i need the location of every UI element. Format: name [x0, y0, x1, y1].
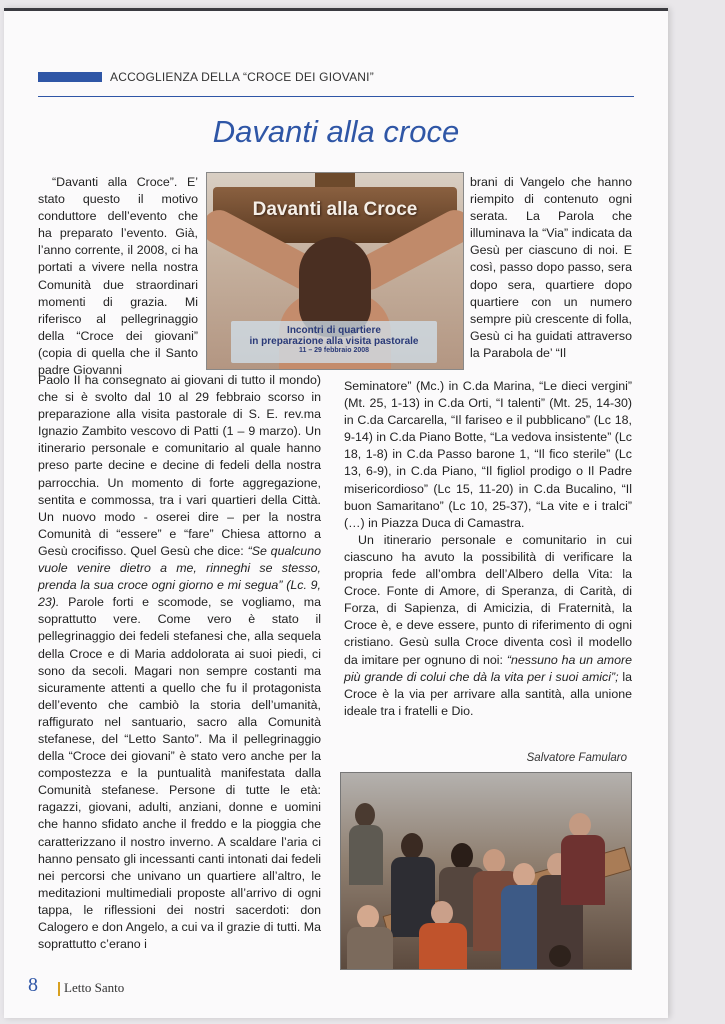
poster-image: [206, 172, 464, 370]
section-header: ACCOGLIENZA DELLA “CROCE DEI GIOVANI”: [110, 70, 374, 84]
article-column-right-main: [344, 378, 632, 720]
person-head: [401, 833, 423, 859]
author-signature: Salvatore Famularo: [526, 752, 627, 764]
person-head: [549, 945, 571, 967]
poster-line-2: in preparazione alla visita pastorale: [249, 336, 419, 347]
text-run: Parole forti e scomode, se vogliamo, ma soprattutto vere. Come vero è stato il pellegrinaggio dei fedeli stefanesi che, alla sequela della Croce e di Maria addolorata ai suoi piedi, ci sono da secoli. Magari non sempre costanti ma sicuramente attenti a quello che fu il protagonista dell’evento che cambiò la storia dell’umanità, raffigurato nel santuario, sacro alla Comunità stefanese, del “Letto Santo”. Ma il pellegrinaggio della “Croce dei giovani” è stato vero anche per la compostezza e la puntualità manifestata dalla Comunità stefanese. Persone di tutte le età: ragazzi, giovani, adulti, anziani, donne e uomini che hanno sfidato anche il freddo e la pioggia che caratterizzano il nostro inverno. A scaldare l’aria ci hanno pensato gli incessanti canti intonati dai fedeli nei percorsi che univano un quartiere all’altro, le meditazioni multimediali proposte all’arrivo di ogni tappa, le riflessioni dei nostri sacerdoti: don Calogero e don Angelo, a cui va il grazie di tutti. Ma soprattutto c’erano i: [38, 595, 321, 952]
section-header-bar: [38, 72, 102, 82]
paragraph-continued: Seminatore” (Mc.) in C.da Marina, “Le dieci vergini” (Mt. 25, 1-13) in C.da Orti, “I talenti” (Mt. 25, 14-30) in C.da Carcarella, “Il fariseo e il pubblicano” (Lc 18, 9-14) in C.da Piano Botte, “La vedova insistente” (Lc 18, 1-8) in C.da Passo barone 1, “Il fico sterile” (Lc 13, 6-9), in C.da Piano, “Il figliol prodigo o Il Padre misericordioso” (Lc 15, 11-20) in C.da Bucalino, “Il buon Samaritano” (Lc 10, 25-37), “La vite e i tralci” (…) in Piazza Duca di Camastra.: [344, 379, 632, 530]
header-rule: [38, 96, 634, 97]
paragraph: brani di Vangelo che hanno riempito di contenuto ogni serata. La Parola che illuminava la “Via” indicata da Gesù per ciascuno di noi. E così, passo dopo passo, sera dopo sera, quartiere dopo quartiere con un numero sempre più crescente di folla, Gesù ci ha guidati attraverso la Parabola de’ “Il: [470, 175, 632, 360]
poster-line-3: 11 – 29 febbraio 2008: [298, 347, 370, 354]
person-head: [569, 813, 591, 837]
person-head: [355, 803, 375, 827]
gospel-quote: “nessuno ha un amore più grande di colui che dà la vita per i suoi amici”;: [344, 652, 632, 684]
text-run: Paolo II ha consegnato ai giovani di tutto il mondo) che si è svolto dal 10 al 29 febbraio scorso in preparazione alla visita pastorale di S. E. rev.ma Ignazio Zambito vescovo di Patti (1 – 9 marzo). Un itinerario personale e comunitario al quale hanno preso parte decine e decine di fedeli della nostra parrocchia. Un momento di forte aggregazione, sentita e commossa, tra i vari quartieri della Città. Un nuovo modo - oserei dire – per la nostra Comunità di “essere” e “fare” Chiesa attorno a Gesù crocifisso. Quel Gesù che dice:: [38, 373, 321, 558]
publication-name: Letto Santo: [64, 980, 125, 995]
person-head: [483, 849, 505, 873]
footer-mark: [58, 982, 60, 996]
person-head: [513, 863, 535, 887]
article-column-left-top: [38, 174, 198, 379]
article-title: Davanti alla croce: [212, 114, 460, 149]
person-head: [431, 901, 453, 925]
article-column-left-main: [38, 372, 321, 953]
poster-line-1: Incontri di quartiere: [287, 325, 381, 336]
person-body: [419, 923, 467, 970]
person-head: [451, 843, 473, 869]
person-body: [347, 927, 393, 970]
paragraph-continued: [38, 372, 321, 953]
paragraph: “Davanti alla Croce”. E’ stato questo il motivo conduttore dell’evento che ha preparato l’evento. Già, l’anno corrente, il 2008, ci ha portati a vivere nella nostra Comunità due straordinari momenti di grazia. Mi riferisco al pellegrinaggio della “Croce dei giovani” (copia di quella che il Santo padre Giovanni: [38, 175, 198, 378]
magazine-page: [4, 8, 668, 1018]
page-number: 8: [28, 974, 38, 996]
top-edge-rule: [4, 8, 668, 11]
person-body: [349, 825, 383, 885]
text-run: la Croce è la via per arrivare alla santità, alla unione ideale tra i fratelli e Dio.: [344, 669, 632, 718]
text-run: Un itinerario personale e comunitario in cui ciascuno ha avuto la possibilità di verificare la propria fede all’ombra dell’Albero della Vita: la Croce. Fonte di Amore, di Speranza, di Carità, di Forza, di Sapienza, di Amicizia, di Fraternità, la Croce è, e deve essere, punto di riferimento di ogni cristiano. Gesù sulla Croce diventa così il modello da imitare per ognuno di noi:: [344, 532, 632, 667]
poster-title: Davanti alla Croce: [252, 199, 418, 220]
poster-caption-box: [231, 321, 437, 363]
person-body: [561, 835, 605, 905]
article-column-right-top: [470, 174, 632, 362]
gospel-quote: “Se qualcuno vuole venire dietro a me, rinneghi se stesso, prenda la sua croce ogni giorno e mi segua” (Lc. 9, 23).: [38, 543, 321, 610]
paragraph: [344, 532, 632, 720]
person-head: [357, 905, 379, 929]
procession-photo: [340, 772, 632, 970]
